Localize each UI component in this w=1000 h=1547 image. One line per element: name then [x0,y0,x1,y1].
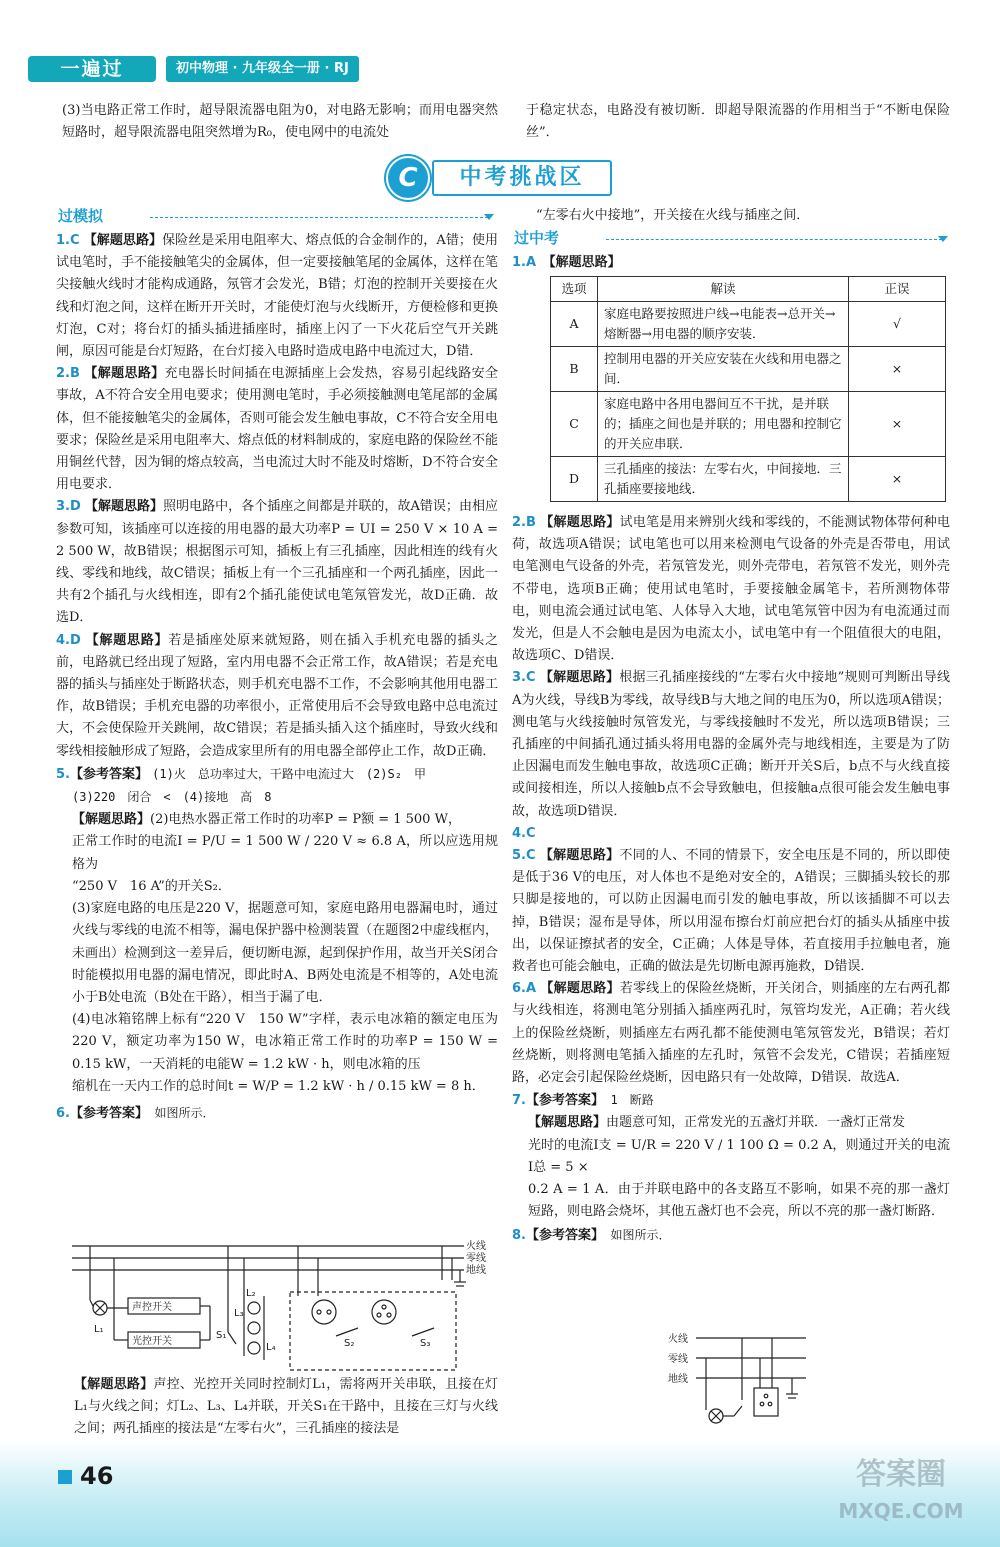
table-header-row [551,277,946,302]
watermark [816,1457,986,1537]
table-cell: A [551,302,598,347]
table-row [551,347,946,392]
divider [150,217,488,218]
watermark-text: 答案圈 [856,1457,946,1492]
list-item: 4.C [512,825,536,841]
subject-label: 初中物理 · 九年级全一册 · RJ [166,56,359,82]
analysis-table [550,276,946,502]
banner-letter: C [386,156,430,200]
brand-logo: 一遍过 [28,56,156,82]
table-cell: 控制用电器的开关应安装在火线和用电器之间． [598,347,849,392]
line-label: 地线 [466,1265,486,1276]
line-label: 地线 [668,1374,688,1385]
table-cell: × [849,457,946,502]
switch-label: 光控开关 [132,1336,172,1347]
chevron-down-icon [484,214,494,220]
list-item: 6.【参考答案】 如图所示． [56,1105,215,1121]
table-row [551,457,946,502]
section-header-right [514,228,948,248]
list-item: 2.B 【解题思路】充电器长时间插在电源插座上会发热，容易引起线路安全事故，A不符合安全用电要求；使用测电笔时，手必须接触测电笔尾部的金属体，但不能接触笔尖的金属体，否则可能会发生触电事故，C不符合安全用电要求；保险丝是采用电阻率大、熔点低的材料制成的，家庭电路的保险丝不能用铜丝代替，因为铜的熔点较高，当电流过大时不能及时熔断，D不符合安全用电要求． [56,366,499,493]
list-item: 5.C 【解题思路】不同的人、不同的情景下，安全电压是不同的，所以即使是低于36 V的电压，对人体也不是绝对安全的，A错误；三脚插头较长的那只脚是接地的，可以防止因漏电而引发的触电事故，所以该插脚不可以去掉，B错误；湿布是导体，所以用湿布擦台灯前应把台灯的插头从插座中拔出，以保证擦拭者的安全，C正确；人体是导体，若直接用手拉触电者，施救者也可能会触电，正确的做法是先切断电源再施救，D错误． [512,848,950,975]
section-banner [386,156,614,196]
chevron-down-icon [938,236,948,242]
divider [606,239,942,240]
page-marker [58,1470,72,1484]
circuit-diagram-q6 [68,1236,500,1376]
lamp-label: L₄ [266,1342,276,1353]
switch-label: 声控开关 [132,1302,172,1313]
section-header-left [58,206,494,226]
line-label: 火线 [668,1334,688,1345]
table-cell: × [849,392,946,457]
table-cell: √ [849,302,946,347]
table-cell: B [551,347,598,392]
intro-left: (3)当电路正常工作时，超导限流器电阻为0，对电路无影响；而用电器突然短路时，超导限流器电阻突然增为R₀，使电网中的电流处 [62,103,498,141]
table-cell: 家庭电路要按照进户线→电能表→总开关→熔断器→用电器的顺序安装． [598,302,849,347]
list-item: 7.【参考答案】 1 断路 【解题思路】由题意可知，正常发光的五盏灯并联．一盏灯正常发 光时的电流I支 = U/R = 220 V / 1 100 Ω = 0.2 A，则通过开关的电流I总 = 5 × 0.2 A = 1 A．由于并联电路中的各支路互不影响，如果不亮的那一盏灯短路，则电路会烧坏，其他五盏灯也不会亮，所以不亮的那一盏灯断路． [512,1093,950,1220]
list-item: 4.D 【解题思路】若是插座处原来就短路，则在插入手机充电器的插头之前，电路就已经出现了短路，室内用电器不会正常工作，故A错误；若是充电器的插头与插座处于断路状态，则手机充电器不工作，不会影响其他用电器工作，故B错误；手机充电器的功率很小，正常使用后不会导致电路中总电流过大，不会使保险开关跳闸，故C错误；若是插头插入这个插座时，导致火线和零线相接触形成了短路，会造成家里所有的用电器全部停止工作，故D正确． [56,632,499,759]
list-item: 6.A 【解题思路】若零线上的保险丝烧断，开关闭合，则插座的左右两孔都与火线相连，将测电笔分别插入插座两孔时，氖管均发光，A正确；若火线上的保险丝烧断，则插座左右两孔都不能使测电笔氖管发光，B错误；若灯丝烧断，则将测电笔插入插座的左孔时，氖管不会发光，C错误；若插座短路，必定会引起保险丝烧断，因电路只有一处故障，D错误．故选A． [512,981,950,1086]
list-item: 1.C 【解题思路】保险丝是采用电阻率大、熔点低的合金制作的，A错；使用试电笔时，手不能接触笔尖的金属体，但一定要接触笔尾的金属体，这样在笔尖接触火线时才能构成通路，氖管才会发光，B错；灯泡的控制开关要接在火线和灯泡之间，这样在断开开关时，才能使灯泡与火线断开，方便检修和更换灯泡，C对；将台灯的插头插进插座时，插座上闪了一下火花后空气开关跳闸，原因可能是台灯短路，在台灯接入电路时造成电路中电流过大，D错． [56,233,499,360]
lamp-label: L₃ [234,1308,244,1319]
line-label: 零线 [668,1354,688,1365]
lamp-label: L₁ [94,1324,104,1335]
table-header: 正误 [849,277,946,302]
list-item: 3.D 【解题思路】照明电路中，各个插座之间都是并联的，故A错误；由相应参数可知，该插座可以连接的用电器的最大功率P = UI = 250 V × 10 A = 2 500 W，故B错误；根据图示可知，插板上有三孔插座，因此相连的线有火线、零线和地线，故C错误；插板上有一个三孔插座和一个两孔插座，因此一共有2个插孔与火线相连，即有2个插孔能使试电笔氖管发光，故D正确．故选D． [56,499,498,626]
table-cell: × [849,347,946,392]
table-row [551,302,946,347]
table-header: 选项 [551,277,598,302]
switch-label: S₁ [216,1330,227,1341]
section-label: 过模拟 [58,207,104,225]
table-cell: 家庭电路中各用电器间互不干扰，是并联的；插座之间也是并联的；用电器和控制它的开关应串联． [598,392,849,457]
table-cell: D [551,457,598,502]
page-number: 46 [80,1462,114,1490]
list-item: 8.【参考答案】 如图所示． [512,1227,671,1243]
right-top-text: “左零右火中接地”，开关接在火线与插座之间． [536,208,810,223]
q6-solution: 【解题思路】声控、光控开关同时控制灯L₁，需将两开关串联，且接在灯L₁与火线之间；灯L₂、L₃、L₄并联，开关S₁在干路中，且接在三灯与火线之间；两孔插座的接法是“左零右火”，三孔插座的接法是 [74,1377,498,1437]
intro-right: 于稳定状态，电路没有被切断．即超导限流器的作用相当于“不断电保险丝”． [526,103,950,141]
list-item: 1.A 【解题思路】 [512,255,621,270]
right-column [512,512,950,1247]
line-label: 火线 [466,1241,486,1252]
section-label: 过中考 [514,229,560,247]
list-item: 3.C 【解题思路】根据三孔插座接线的“左零右火中接地”规则可判断出导线A为火线，导线B为零线，故导线B与大地之间的电压为0，所以选项A错误；测电笔与火线接触时氖管发光，与零线接触时不发光，所以选项B错误；三孔插座的中间插孔通过插头将用电器的金属外壳与地线相连，主要是为了防止因漏电而发生触电事故，故选项C正确；断开开关S后，b点不与火线直接或间接相连，所以人接触b点不会导致触电，但接触a点很可能会发生触电事故，故选项D错误． [512,670,950,819]
switch-label: S₃ [420,1338,431,1349]
table-header: 解读 [598,277,849,302]
circuit-diagram-q8 [666,1330,836,1438]
left-column [56,230,498,1125]
table-cell: C [551,392,598,457]
banner-title: 中考挑战区 [432,160,612,196]
lamp-label: L₂ [246,1288,256,1299]
switch-label: S₂ [344,1338,355,1349]
line-label: 零线 [466,1253,486,1264]
table-row [551,392,946,457]
list-item: 2.B 【解题思路】试电笔是用来辨别火线和零线的，不能测试物体带何种电荷，故选项A错误；试电笔也可以用来检测电气设备的外壳是否带电，用试电笔测电气设备的外壳，若氖管发光，则外壳带电，若氖管不发光，则外壳不带电，选项B正确；使用试电笔时，手要接触金属笔卡，若所测物体带电，则电流会通过试电笔、人体导入大地，试电笔氖管中因为有电流通过而发光，但是人不会触电是因为电流太小，试电笔中有一个阻值很大的电阻，故选项C、D错误． [512,515,950,664]
list-item: 5.【参考答案】 (1)火 总功率过大，干路中电流过大 (2)S₂ 甲 (3)220 闭合 < (4)接地 高 8 【解题思路】(2)电热水器正常工作时的功率P = P额 = 1 500 W， 正常工作时的电流I = P/U = 1 500 W / 220 V ≈ 6.8 A，所以应选用规格为 “250 V 16 A”的开关S₂． (3)家庭电路的电压是220 V，据题意可知，家庭电路用电器漏电时，通过火线与零线的电流不相等，漏电保护器中检测装置（在题图2中虚线框内，未画出）检测到这一差异后，便切断电源，起到保护作用，故当开关S闭合时能模拟用电器的漏电情况，即此时A、B两处电流是不相等的，A处电流小于B处电流（B处在干路），相当于漏了电． (4)电冰箱铭牌上标有“220 V 150 W”字样，表示电冰箱的额定电压为220 V，额定功率为150 W，电冰箱正常工作时的功率P = 150 W = 0.15 kW，一天消耗的电能W = 1.2 kW · h，则电冰箱的压 缩机在一天内工作的总时间t = W/P = 1.2 kW · h / 0.15 kW = 8 h． [56,766,498,1094]
watermark-url: MXQE.COM [838,1499,964,1523]
table-cell: 三孔插座的接法：左零右火，中间接地．三孔插座要接地线． [598,457,849,502]
